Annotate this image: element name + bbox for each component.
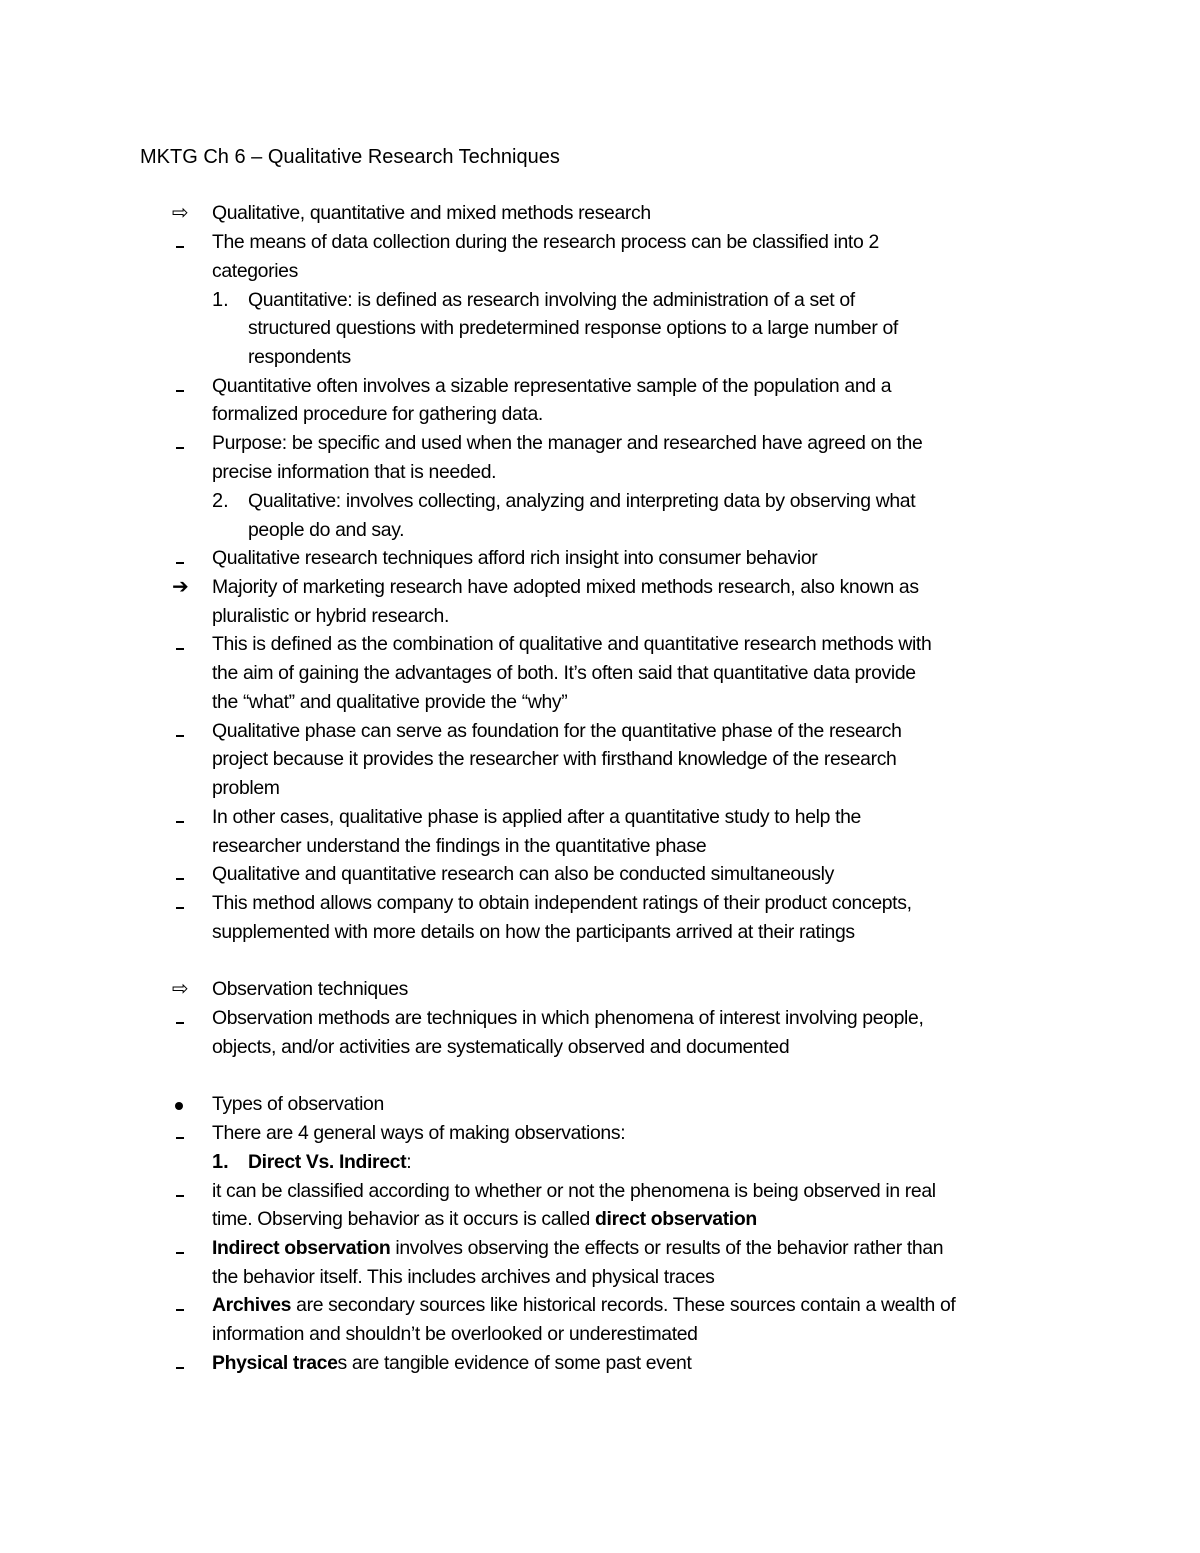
list-item-text: project because it provides the researcher with firsthand knowledge of the research bbox=[212, 748, 897, 770]
list-item bbox=[0, 429, 1200, 458]
bold-text: Indirect observation bbox=[212, 1237, 391, 1259]
bullet-icon bbox=[172, 1090, 198, 1119]
list-item bbox=[0, 889, 1200, 918]
bold-text: Physical trace bbox=[212, 1352, 338, 1374]
list-item-continuation bbox=[0, 1263, 1200, 1292]
list-item-text bbox=[212, 1234, 943, 1263]
list-item-text: This is defined as the combination of qualitative and quantitative research methods with bbox=[212, 633, 932, 655]
list-item-continuation bbox=[0, 314, 1200, 343]
list-item-text bbox=[212, 1205, 757, 1234]
list-item-continuation bbox=[0, 774, 1200, 803]
list-item-text: Purpose: be specific and used when the manager and researched have agreed on the bbox=[212, 432, 923, 454]
list-item-continuation bbox=[0, 400, 1200, 429]
list-item-text: the aim of gaining the advantages of both. It’s often said that quantitative data provide bbox=[212, 662, 916, 684]
dash-icon bbox=[172, 372, 198, 401]
list-item bbox=[0, 1349, 1200, 1378]
list-item bbox=[0, 286, 1200, 315]
list-item-text: Observation methods are techniques in which phenomena of interest involving people, bbox=[212, 1007, 924, 1029]
dash-icon bbox=[172, 889, 198, 918]
plain-text: involves observing the effects or results of the behavior rather than bbox=[390, 1237, 944, 1259]
list-item bbox=[0, 1234, 1200, 1263]
list-item bbox=[0, 630, 1200, 659]
list-item bbox=[0, 975, 1200, 1004]
list-item-text: it can be classified according to whether or not the phenomena is being observed in real bbox=[212, 1180, 936, 1202]
list-item-text: respondents bbox=[248, 346, 351, 368]
dash-icon bbox=[172, 1234, 198, 1263]
list-item bbox=[0, 717, 1200, 746]
list-item-continuation bbox=[0, 602, 1200, 631]
list-item bbox=[0, 1291, 1200, 1320]
document-title: MKTG Ch 6 – Qualitative Research Techniques bbox=[140, 146, 560, 168]
dash-icon bbox=[172, 429, 198, 458]
list-item bbox=[0, 228, 1200, 257]
list-item-text: formalized procedure for gathering data. bbox=[212, 403, 543, 425]
list-item bbox=[0, 1004, 1200, 1033]
list-item bbox=[0, 544, 1200, 573]
list-number: 1. bbox=[212, 289, 229, 311]
list-item-suffix: : bbox=[406, 1151, 412, 1173]
dash-icon bbox=[172, 1349, 198, 1378]
list-item-text: structured questions with predetermined response options to a large number of bbox=[248, 317, 898, 339]
list-item bbox=[0, 1090, 1200, 1119]
list-item-continuation bbox=[0, 458, 1200, 487]
list-item-text: the “what” and qualitative provide the “why” bbox=[212, 691, 568, 713]
list-number: 2. bbox=[212, 490, 229, 512]
list-item-text: Qualitative and quantitative research can also be conducted simultaneously bbox=[212, 863, 834, 885]
dash-icon bbox=[172, 630, 198, 659]
list-item-text: Quantitative: is defined as research involving the administration of a set of bbox=[248, 289, 855, 311]
list-item-text: Qualitative, quantitative and mixed methods research bbox=[212, 202, 651, 224]
dash-icon bbox=[172, 544, 198, 573]
dash-icon bbox=[172, 1177, 198, 1206]
list-item-continuation bbox=[0, 1320, 1200, 1349]
plain-text: are secondary sources like historical records. These sources contain a wealth of bbox=[291, 1294, 956, 1316]
dash-icon bbox=[172, 1119, 198, 1148]
list-item bbox=[0, 487, 1200, 516]
bold-text: direct observation bbox=[595, 1208, 757, 1230]
list-item bbox=[0, 1119, 1200, 1148]
list-item bbox=[0, 573, 1200, 602]
dash-icon bbox=[172, 860, 198, 889]
list-item-text: Majority of marketing research have adopted mixed methods research, also known as bbox=[212, 576, 919, 598]
list-item-text: people do and say. bbox=[248, 519, 405, 541]
list-item-text: objects, and/or activities are systematically observed and documented bbox=[212, 1036, 790, 1058]
list-item-continuation bbox=[0, 688, 1200, 717]
dash-icon bbox=[172, 1004, 198, 1033]
list-item-text: Observation techniques bbox=[212, 978, 409, 1000]
bold-text: Archives bbox=[212, 1294, 292, 1316]
list-item-continuation bbox=[0, 745, 1200, 774]
list-item-continuation bbox=[0, 1205, 1200, 1234]
list-item bbox=[0, 1148, 1200, 1177]
list-item bbox=[0, 372, 1200, 401]
list-item bbox=[0, 860, 1200, 889]
list-item bbox=[0, 803, 1200, 832]
dash-icon bbox=[172, 1291, 198, 1320]
dash-icon bbox=[172, 717, 198, 746]
list-item-text: the behavior itself. This includes archives and physical traces bbox=[212, 1266, 715, 1288]
list-item-text: This method allows company to obtain independent ratings of their product concepts, bbox=[212, 892, 912, 914]
list-item-text: There are 4 general ways of making observations: bbox=[212, 1122, 626, 1144]
list-item-text: information and shouldn’t be overlooked or underestimated bbox=[212, 1323, 698, 1345]
list-item-continuation bbox=[0, 343, 1200, 372]
list-item-text: researcher understand the findings in the quantitative phase bbox=[212, 835, 707, 857]
hollow-arrow-icon: ⇨ bbox=[172, 202, 189, 224]
list-item-text: Qualitative research techniques afford rich insight into consumer behavior bbox=[212, 547, 818, 569]
list-item-text: pluralistic or hybrid research. bbox=[212, 605, 450, 627]
bold-arrow-icon: ➔ bbox=[172, 576, 189, 598]
list-item-continuation bbox=[0, 659, 1200, 688]
list-item-text: categories bbox=[212, 260, 298, 282]
list-item-continuation bbox=[0, 832, 1200, 861]
list-item-text: In other cases, qualitative phase is applied after a quantitative study to help the bbox=[212, 806, 861, 828]
list-item-text: Quantitative often involves a sizable representative sample of the population and a bbox=[212, 375, 892, 397]
dash-icon bbox=[172, 228, 198, 257]
list-item bbox=[0, 1177, 1200, 1206]
list-item-text: supplemented with more details on how the participants arrived at their ratings bbox=[212, 921, 855, 943]
list-item-continuation bbox=[0, 918, 1200, 947]
hollow-arrow-icon: ⇨ bbox=[172, 978, 189, 1000]
list-item-text: The means of data collection during the research process can be classified into 2 bbox=[212, 231, 879, 253]
list-item-text bbox=[248, 1148, 411, 1177]
list-item-continuation bbox=[0, 257, 1200, 286]
list-item bbox=[0, 199, 1200, 228]
list-item-text bbox=[212, 1349, 692, 1378]
list-item-text: Qualitative: involves collecting, analyzing and interpreting data by observing what bbox=[248, 490, 916, 512]
list-item-continuation bbox=[0, 516, 1200, 545]
list-item-text bbox=[212, 1291, 955, 1320]
list-item-continuation bbox=[0, 1033, 1200, 1062]
list-item-text: precise information that is needed. bbox=[212, 461, 497, 483]
list-number: 1. bbox=[212, 1151, 229, 1173]
plain-text: s are tangible evidence of some past event bbox=[337, 1352, 692, 1374]
plain-text: time. Observing behavior as it occurs is called bbox=[212, 1208, 596, 1230]
dash-icon bbox=[172, 803, 198, 832]
list-item-text: Types of observation bbox=[212, 1093, 384, 1115]
bold-text: Direct Vs. Indirect bbox=[248, 1151, 407, 1173]
list-item-text: Qualitative phase can serve as foundation for the quantitative phase of the research bbox=[212, 720, 902, 742]
list-item-text: problem bbox=[212, 777, 280, 799]
